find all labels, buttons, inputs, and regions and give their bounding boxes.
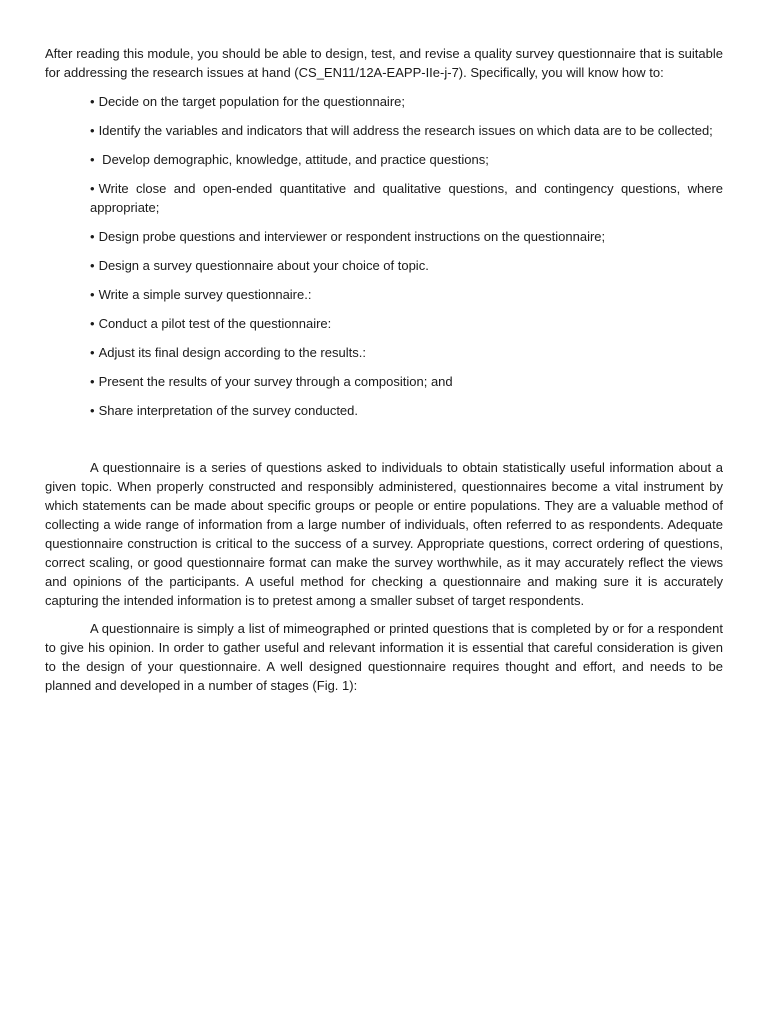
objective-item xyxy=(90,343,723,362)
intro-paragraph: After reading this module, you should be able to design, test, and revise a quality survey questionnaire that is suitable for addressing the research issues at hand (CS_EN11/12A-EAPP-IIe-j-7). Specifically, you will know how to: xyxy=(45,46,723,80)
bullet-icon: • xyxy=(90,94,95,109)
bullet-icon: • xyxy=(90,403,95,418)
objective-item xyxy=(90,372,723,391)
objective-text: Decide on the target population for the questionnaire; xyxy=(98,94,405,109)
objective-text: Identify the variables and indicators that will address the research issues on which data are to be collected; xyxy=(98,123,713,138)
body-paragraph-definition: A questionnaire is a series of questions asked to individuals to obtain statistically useful information about a given topic. When properly constructed and responsibly administered, questionnaires become a vital instrument by which statements can be made about specific groups or people or entire populations. They are a valuable method of collecting a wide range of information from a large number of individuals, often referred to as respondents. Adequate questionnaire construction is critical to the success of a survey. Appropriate questions, correct ordering of questions, correct scaling, or good questionnaire format can make the survey worthwhile, as it may accurately reflect the views and opinions of the participants. A useful method for checking a questionnaire and making sure it is accurately capturing the intended information is to pretest among a smaller subset of target respondents. xyxy=(45,460,723,608)
body-paragraph-design: A questionnaire is simply a list of mimeographed or printed questions that is completed by or for a respondent to give his opinion. In order to gather useful and relevant information it is essential that careful consideration is given to the design of your questionnaire. A well designed questionnaire requires thought and effort, and needs to be planned and developed in a number of stages (Fig. 1): xyxy=(45,621,723,693)
objective-item xyxy=(90,121,723,140)
objective-text: Share interpretation of the survey conducted. xyxy=(98,403,358,418)
bullet-icon: • xyxy=(90,229,95,244)
objective-item xyxy=(90,256,723,275)
objective-text: Present the results of your survey through a composition; and xyxy=(98,374,453,389)
objective-item xyxy=(90,227,723,246)
objectives-list xyxy=(45,92,723,420)
objective-text: Adjust its final design according to the results.: xyxy=(98,345,366,360)
objective-text: Design probe questions and interviewer or respondent instructions on the questionnaire; xyxy=(98,229,606,244)
bullet-icon: • xyxy=(90,316,95,331)
objective-item xyxy=(90,179,723,217)
objective-item xyxy=(90,401,723,420)
objective-item xyxy=(90,314,723,333)
objective-text: Conduct a pilot test of the questionnaire: xyxy=(98,316,332,331)
bullet-icon: • xyxy=(90,287,95,302)
bullet-icon: • xyxy=(90,152,95,167)
bullet-icon: • xyxy=(90,123,95,138)
objective-item xyxy=(90,92,723,111)
bullet-icon: • xyxy=(90,374,95,389)
objective-text: Write close and open-ended quantitative and qualitative questions, and contingency questions, where appropriate; xyxy=(90,181,723,215)
bullet-icon: • xyxy=(90,181,95,196)
objective-text: Write a simple survey questionnaire.: xyxy=(98,287,312,302)
bullet-icon: • xyxy=(90,258,95,273)
objective-text: Design a survey questionnaire about your choice of topic. xyxy=(98,258,429,273)
objective-item xyxy=(90,150,723,169)
objective-text: Develop demographic, knowledge, attitude, and practice questions; xyxy=(98,152,489,167)
bullet-icon: • xyxy=(90,345,95,360)
objective-item xyxy=(90,285,723,304)
